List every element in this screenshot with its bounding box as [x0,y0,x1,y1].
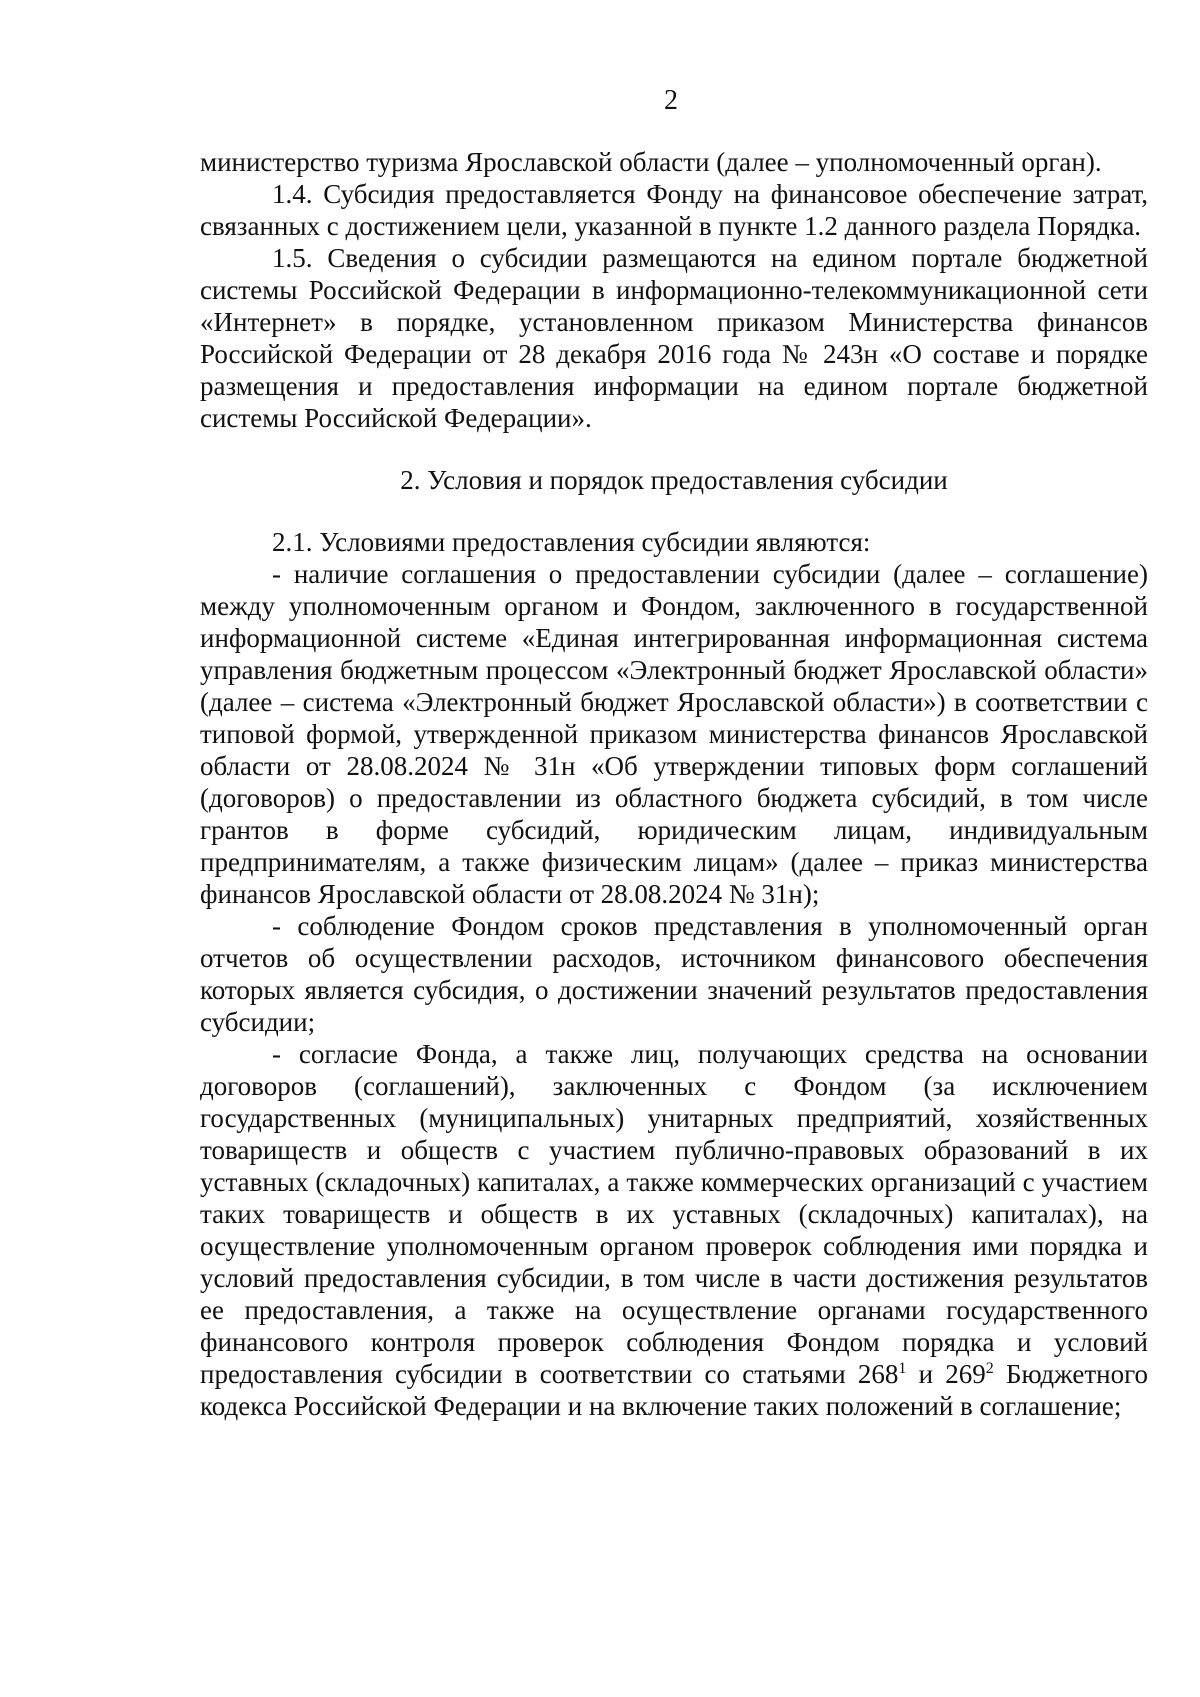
article-269: 269 [945,1359,986,1389]
article-269-superscript: 2 [985,1360,994,1377]
condition-agreement: - наличие соглашения о предоставлении субсидии (далее – соглашение) между уполномоченным органом и Фондом, заключенного в государственной информационной системе «Единая интегрированная информационная система управления бюджетным процессом «Электронный бюджет Ярославской области» (далее – система «Электронный бюджет Ярославской области») в соответствии с типовой формой, утвержденной приказом министерства финансов Ярославской области от 28.08.2024 № 31н «Об утверждении типовых форм соглашений (договоров) о предоставлении из областного бюджета субсидий, в том числе грантов в форме субсидий, юридическим лицам, индивидуальным предпринимателям, а также физическим лицам» (далее – приказ министерства финансов Ярославской области от 28.08.2024 № 31н); [200,559,1148,909]
article-268-superscript: 1 [898,1360,907,1377]
consent-text-mid: и [906,1359,946,1389]
paragraph-1-5: 1.5. Сведения о субсидии размещаются на едином портале бюджетной системы Российской Федерации в информационно-телекоммуникационной сети «Интернет» в порядке, установленном приказом Министерства финансов Российской Федерации от 28 декабря 2016 года № 243н «О составе и порядке размещения и предоставления информации на едином портале бюджетной системы Российской Федерации». [200,243,1148,433]
consent-text-end: Бюджетного кодекса Российской Федерации и на включение таких положений в соглашение; [200,1359,1148,1421]
paragraph-1-4: 1.4. Субсидия предоставляется Фонду на финансовое обеспечение затрат, связанных с достижением цели, указанной в пункте 1.2 данного раздела Порядка. [200,179,1148,241]
section-heading: 2. Условия и порядок предоставления субсидии [400,465,948,495]
page-number: 2 [664,85,678,116]
document-body [200,146,1148,1422]
consent-text-start: - согласие Фонда, а также лиц, получающих средства на основании договоров (соглашений), заключенных с Фондом (за исключением государственных (муниципальных) унитарных предприятий, хозяйственных товариществ и обществ с участием публично-правовых образований в их уставных (складочных) капиталах, а также коммерческих организаций с участием таких товариществ и обществ в их уставных (складочных) капиталах), на осуществление уполномоченным органом проверок соблюдения ими порядка и условий предоставления субсидии, в том числе в части достижения результатов ее предоставления, а также на осуществление органами государственного финансового контроля проверок соблюдения Фондом порядка и условий предоставления субсидии в соответствии со статьями [200,1039,1148,1389]
condition-reporting: - соблюдение Фондом сроков представления в уполномоченный орган отчетов об осуществлении расходов, источником финансового обеспечения которых является субсидия, о достижении значений результатов предоставления субсидии; [200,911,1148,1037]
paragraph-continuation: министерство туризма Ярославской области (далее – уполномоченный орган). [200,147,1102,177]
condition-consent [200,1038,1148,1422]
paragraph-2-1: 2.1. Условиями предоставления субсидии являются: [272,527,871,557]
article-268: 268 [857,1359,899,1389]
